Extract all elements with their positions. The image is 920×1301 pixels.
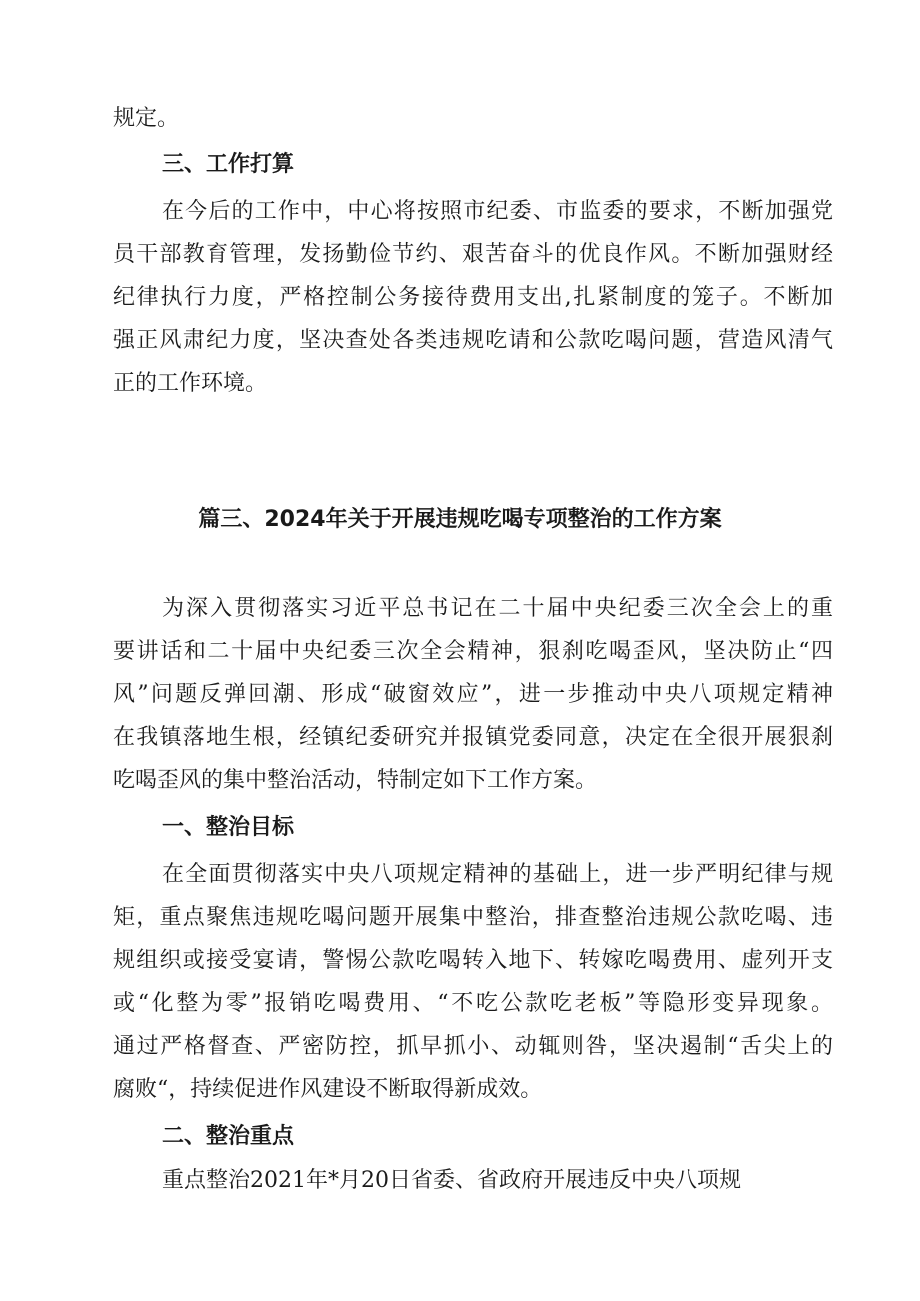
section1-line: 或“化整为零”报销吃喝费用、“不吃公款吃老板”等隐形变异现象。 — [113, 991, 833, 1016]
paragraph-line: 强正风肃纪力度，坚决查处各类违规吃请和公款吃喝问题，营造风清气 — [113, 328, 833, 353]
intro-line: 吃喝歪风的集中整治活动，特制定如下工作方案。 — [113, 768, 598, 793]
paragraph-tail-line: 规定。 — [113, 106, 180, 131]
section1-line: 通过严格督查、严密防控，抓早抓小、动辄则咎，坚决遏制“舌尖上的 — [113, 1034, 833, 1059]
section-heading-goals: 一、整治目标 — [162, 815, 295, 840]
section2-line: 重点整治2021年*月20日省委、省政府开展违反中央八项规 — [162, 1168, 741, 1193]
section1-line: 矩，重点聚焦违规吃喝问题开展集中整治，排查整治违规公款吃喝、违 — [113, 905, 833, 930]
paragraph-line: 纪律执行力度，严格控制公务接待费用支出,扎紧制度的笼子。不断加 — [113, 285, 833, 310]
section1-line: 规组织或接受宴请，警惕公款吃喝转入地下、转嫁吃喝费用、虚列开支 — [113, 948, 833, 973]
article-title: 篇三、2024年关于开展违规吃喝专项整治的工作方案 — [198, 507, 722, 532]
section1-line: 腐败“，持续促进作风建设不断取得新成效。 — [113, 1077, 543, 1102]
section1-line: 在全面贯彻落实中央八项规定精神的基础上，进一步严明纪律与规 — [162, 862, 833, 887]
intro-line: 在我镇落地生根，经镇纪委研究并报镇党委同意，决定在全很开展狠刹 — [113, 725, 833, 750]
intro-line: 风”问题反弹回潮、形成“破窗效应”，进一步推动中央八项规定精神 — [113, 682, 833, 707]
paragraph-line: 在今后的工作中，中心将按照市纪委、市监委的要求，不断加强党 — [162, 199, 833, 224]
paragraph-line: 正的工作环境。 — [113, 371, 268, 396]
paragraph-line: 员干部教育管理，发扬勤俭节约、艰苦奋斗的优良作风。不断加强财经 — [113, 242, 833, 267]
intro-line: 为深入贯彻落实习近平总书记在二十届中央纪委三次全会上的重 — [162, 596, 833, 621]
section-heading-focus: 二、整治重点 — [162, 1124, 295, 1149]
intro-line: 要讲话和二十届中央纪委三次全会精神，狠刹吃喝歪风，坚决防止“四 — [113, 639, 833, 664]
section-heading-plans: 三、工作打算 — [162, 152, 295, 177]
